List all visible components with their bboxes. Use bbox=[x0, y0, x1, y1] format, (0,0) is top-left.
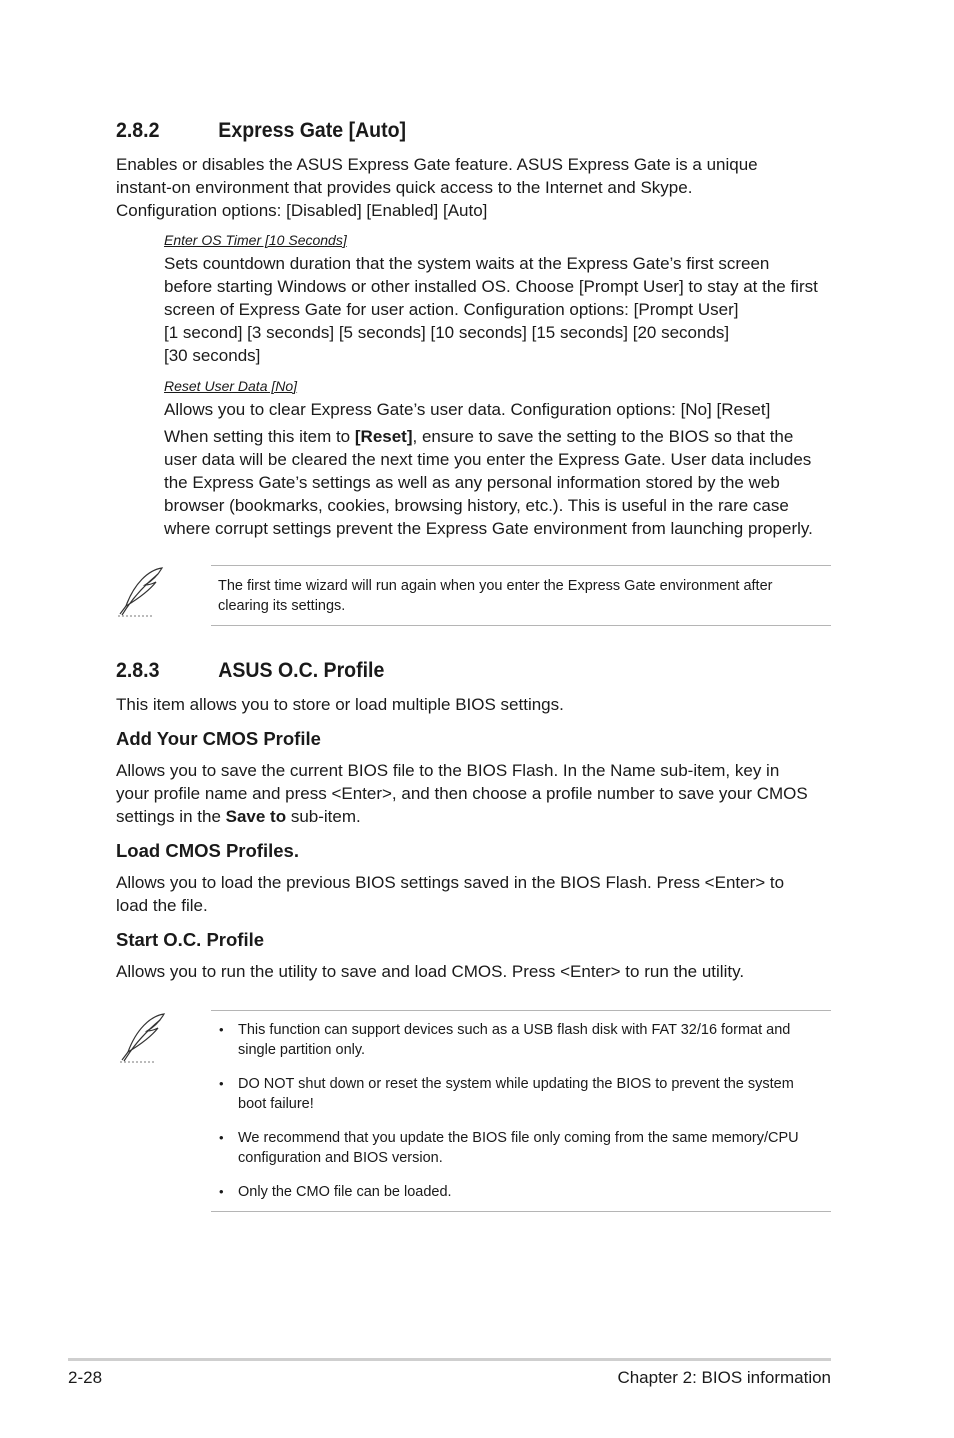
reset-user-data-description: Allows you to clear Express Gate’s user data. Configuration options: [No] [Reset] bbox=[164, 400, 771, 419]
section-title: Express Gate [Auto] bbox=[218, 119, 407, 142]
express-gate-description: Enables or disables the ASUS Express Gate feature. ASUS Express Gate is a unique instant-on environment that provides quick access to the Internet and Skype. Configuration options: [Disabled] [Enabled] [Auto] bbox=[116, 155, 758, 220]
bullet: • bbox=[219, 1022, 224, 1037]
note-item: This function can support devices such as a USB flash disk with FAT 32/16 format and single partition only. bbox=[238, 1022, 791, 1058]
note-top-rule bbox=[211, 565, 831, 566]
oc-profile-description: This item allows you to store or load multiple BIOS settings. bbox=[116, 695, 564, 714]
enter-os-timer-description: Sets countdown duration that the system waits at the Express Gate’s first screen before starting Windows or other installed OS. Choose [Prompt User] to stay at the first screen of Express Gate for user action. Configuration options: [Prompt User] [1 second] [3 seconds] [5 seconds] [10 seconds] [15 seconds] [20 seconds] [30 seconds] bbox=[164, 254, 818, 365]
reset-user-data-label: Reset User Data [No] bbox=[164, 378, 298, 394]
section-heading-2-8-2 bbox=[116, 119, 406, 143]
section-number: 2.8.3 bbox=[116, 659, 160, 682]
load-cmos-profiles-description: Allows you to load the previous BIOS settings saved in the BIOS Flash. Press <Enter> to load the file. bbox=[116, 873, 785, 915]
note-item: We recommend that you update the BIOS file only coming from the same memory/CPU configuration and BIOS version. bbox=[238, 1130, 799, 1166]
feather-pen-icon bbox=[112, 562, 172, 622]
load-cmos-profiles-heading: Load CMOS Profiles. bbox=[116, 840, 299, 861]
save-to-bold: Save to bbox=[225, 807, 287, 826]
section-number: 2.8.2 bbox=[116, 119, 160, 142]
note-bottom-rule bbox=[211, 625, 831, 626]
reset-user-data-detail: When setting this item to [Reset], ensure to save the setting to the BIOS so that the user data will be cleared the next time you enter the Express Gate. User data includes the Express Gate’s settings as well as any personal information stored by the web browser (bookmarks, cookies, browsing history, etc.). This is useful in the rare case where corrupt settings prevent the Express Gate environment from launching properly. bbox=[164, 427, 813, 538]
note-top-rule bbox=[211, 1010, 831, 1011]
bullet: • bbox=[219, 1184, 224, 1199]
page-number: 2-28 bbox=[68, 1368, 103, 1387]
section-heading-2-8-3 bbox=[116, 659, 384, 683]
add-cmos-profile-description: Allows you to save the current BIOS file to the BIOS Flash. In the Name sub-item, key in your profile name and press <Enter>, and then choose a profile number to save your CMOS settings in the Save to sub-item. bbox=[116, 761, 808, 826]
enter-os-timer-label: Enter OS Timer [10 Seconds] bbox=[164, 232, 347, 248]
start-oc-profile-heading: Start O.C. Profile bbox=[116, 929, 265, 950]
bullet: • bbox=[219, 1076, 224, 1091]
start-oc-profile-description: Allows you to run the utility to save and load CMOS. Press <Enter> to run the utility. bbox=[116, 962, 745, 981]
bullet: • bbox=[219, 1130, 224, 1145]
section-title: ASUS O.C. Profile bbox=[218, 659, 385, 682]
add-cmos-profile-heading: Add Your CMOS Profile bbox=[116, 728, 321, 749]
footer-rule bbox=[68, 1358, 831, 1361]
note-wizard-text: The first time wizard will run again when you enter the Express Gate environment after clearing its settings. bbox=[218, 578, 773, 614]
note-bottom-rule bbox=[211, 1211, 831, 1212]
note-item: Only the CMO file can be loaded. bbox=[238, 1184, 452, 1200]
chapter-label: Chapter 2: BIOS information bbox=[617, 1368, 831, 1387]
note-item: DO NOT shut down or reset the system while updating the BIOS to prevent the system boot failure! bbox=[238, 1076, 794, 1112]
reset-option-bold: [Reset] bbox=[354, 427, 413, 446]
feather-pen-icon bbox=[114, 1008, 174, 1068]
